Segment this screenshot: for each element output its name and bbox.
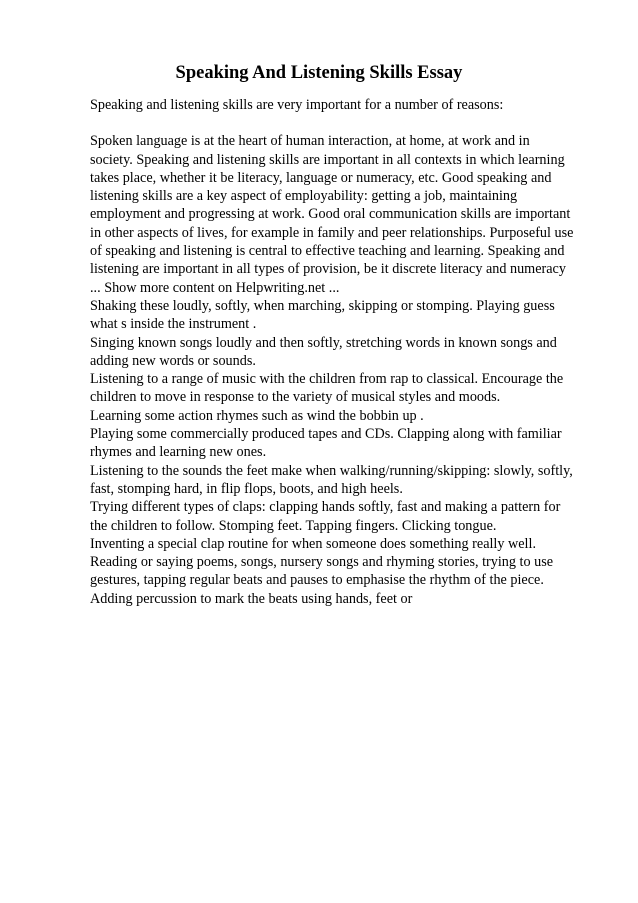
essay-body bbox=[90, 96, 590, 608]
text-line: takes place, whether it be literacy, language or numeracy, etc. Good speaking and bbox=[90, 169, 552, 186]
page-title: Speaking And Listening Skills Essay bbox=[175, 63, 463, 83]
text-line: listening skills are a key aspect of employability: getting a job, maintaining bbox=[90, 188, 518, 205]
text-line: Adding percussion to mark the beats using hands, feet or bbox=[90, 590, 413, 607]
text-line: Shaking these loudly, softly, when marching, skipping or stomping. Playing guess bbox=[90, 297, 555, 314]
text-line: listening are important in all types of provision, be it discrete literacy and numeracy bbox=[90, 261, 566, 278]
intro-line: Speaking and listening skills are very important for a number of reasons: bbox=[90, 97, 504, 113]
text-line: Inventing a special clap routine for when someone does something really well. bbox=[90, 535, 536, 552]
text-line: in other aspects of lives, for example in family and peer relationships. Purposeful use bbox=[90, 224, 574, 241]
text-line: Trying different types of claps: clapping hands softly, fast and making a pattern for bbox=[90, 499, 561, 516]
text-line: of speaking and listening is central to effective teaching and learning. Speaking and bbox=[90, 243, 565, 260]
text-line: adding new words or sounds. bbox=[90, 352, 256, 369]
text-line: rhymes and learning new ones. bbox=[90, 444, 267, 461]
show-more-line: ... Show more content on Helpwriting.net ... bbox=[90, 279, 340, 296]
essay-lines bbox=[90, 132, 590, 608]
text-line: children to move in response to the variety of musical styles and moods. bbox=[90, 389, 501, 406]
text-line: gestures, tapping regular beats and pauses to emphasise the rhythm of the piece. bbox=[90, 572, 544, 589]
text-line: Spoken language is at the heart of human interaction, at home, at work and in bbox=[90, 133, 530, 150]
text-line: society. Speaking and listening skills are important in all contexts in which learning bbox=[90, 151, 565, 168]
text-line: fast, stomping hard, in flip flops, boots, and high heels. bbox=[90, 480, 403, 497]
text-line: Listening to the sounds the feet make when walking/running/skipping: slowly, softly, bbox=[90, 462, 573, 479]
text-line: Singing known songs loudly and then softly, stretching words in known songs and bbox=[90, 334, 557, 351]
text-line: Listening to a range of music with the children from rap to classical. Encourage the bbox=[90, 371, 564, 388]
paragraph-gap bbox=[90, 114, 590, 132]
text-line: what s inside the instrument . bbox=[90, 316, 257, 333]
text-line: employment and progressing at work. Good oral communication skills are important bbox=[90, 206, 571, 223]
text-line: Playing some commercially produced tapes and CDs. Clapping along with familiar bbox=[90, 426, 562, 443]
text-line: Learning some action rhymes such as wind the bobbin up . bbox=[90, 407, 424, 424]
text-line: the children to follow. Stomping feet. Tapping fingers. Clicking tongue. bbox=[90, 517, 497, 534]
text-line: Reading or saying poems, songs, nursery songs and rhyming stories, trying to use bbox=[90, 554, 554, 571]
